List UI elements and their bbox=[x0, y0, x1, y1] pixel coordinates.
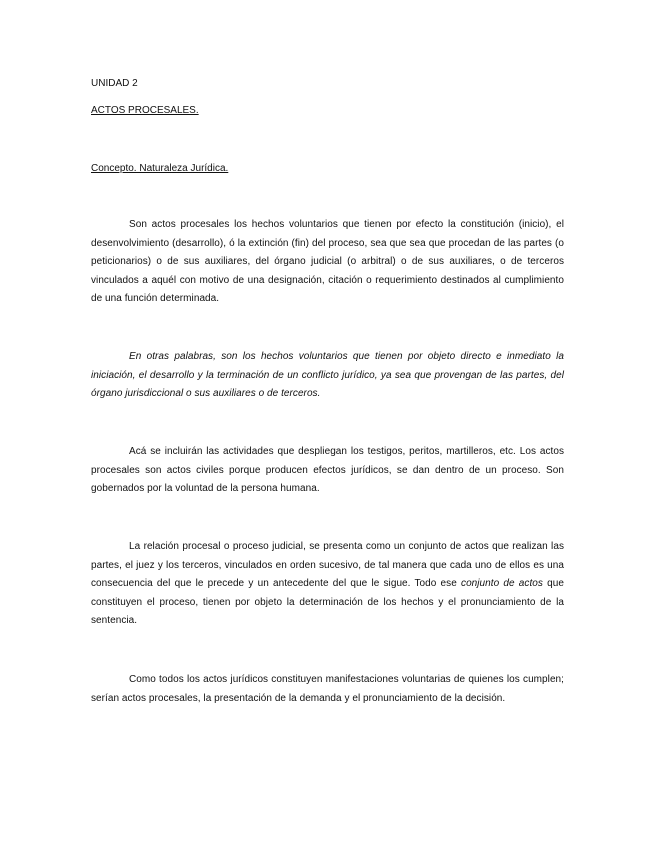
paragraph-activities: Acá se incluirán las actividades que despliegan los testigos, peritos, martilleros, etc. Los actos procesales son actos civiles porque producen efectos jurídicos, se dan dentro de un proceso. Son gobernados por la voluntad de la persona humana. bbox=[91, 446, 564, 495]
paragraph-other-words: En otras palabras, son los hechos voluntarios que tienen por objeto directo e inmediato la iniciación, el desarrollo y la terminación de un conflicto jurídico, ya sea que provengan de las partes, del órgano jurisdiccional o sus auxiliares o de terceros. bbox=[91, 351, 564, 400]
paragraph-procedural-relation-emphasis: conjunto de actos bbox=[461, 578, 543, 590]
paragraph-procedural-relation bbox=[91, 538, 564, 631]
section-title: ACTOS PROCESALES. bbox=[91, 105, 199, 116]
paragraph-definition: Son actos procesales los hechos voluntarios que tienen por efecto la constitución (inicio), el desenvolvimiento (desarrollo), ó la extinción (fin) del proceso, sea que sea que procedan de las partes (o peticionarios) o de sus auxiliares, del órgano judicial (o arbitral) o de sus auxiliares, o de terceros vinculados a aquél con motivo de una designación, citación o requerimiento destinados al cumplimiento de una función determinada. bbox=[91, 219, 564, 305]
paragraph-procedural-relation-text-b: que constituyen el proceso, tienen por objeto la determinación de los hechos y el pronunciamiento de la sentencia. bbox=[91, 578, 564, 627]
unit-label: UNIDAD 2 bbox=[91, 78, 138, 89]
paragraph-procedural-relation-text-a: La relación procesal o proceso judicial, se presenta como un conjunto de actos que realizan las partes, el juez y los terceros, vinculados en orden sucesivo, de tal manera que cada uno de ellos es una consecuencia del que le precede y un antecedente del que le sigue. Todo ese bbox=[91, 541, 564, 590]
paragraph-juridical-acts: Como todos los actos jurídicos constituyen manifestaciones voluntarias de quienes los cumplen; serían actos procesales, la presentación de la demanda y el pronunciamiento de la decisión. bbox=[91, 674, 564, 704]
subsection-title: Concepto. Naturaleza Jurídica. bbox=[91, 163, 229, 174]
